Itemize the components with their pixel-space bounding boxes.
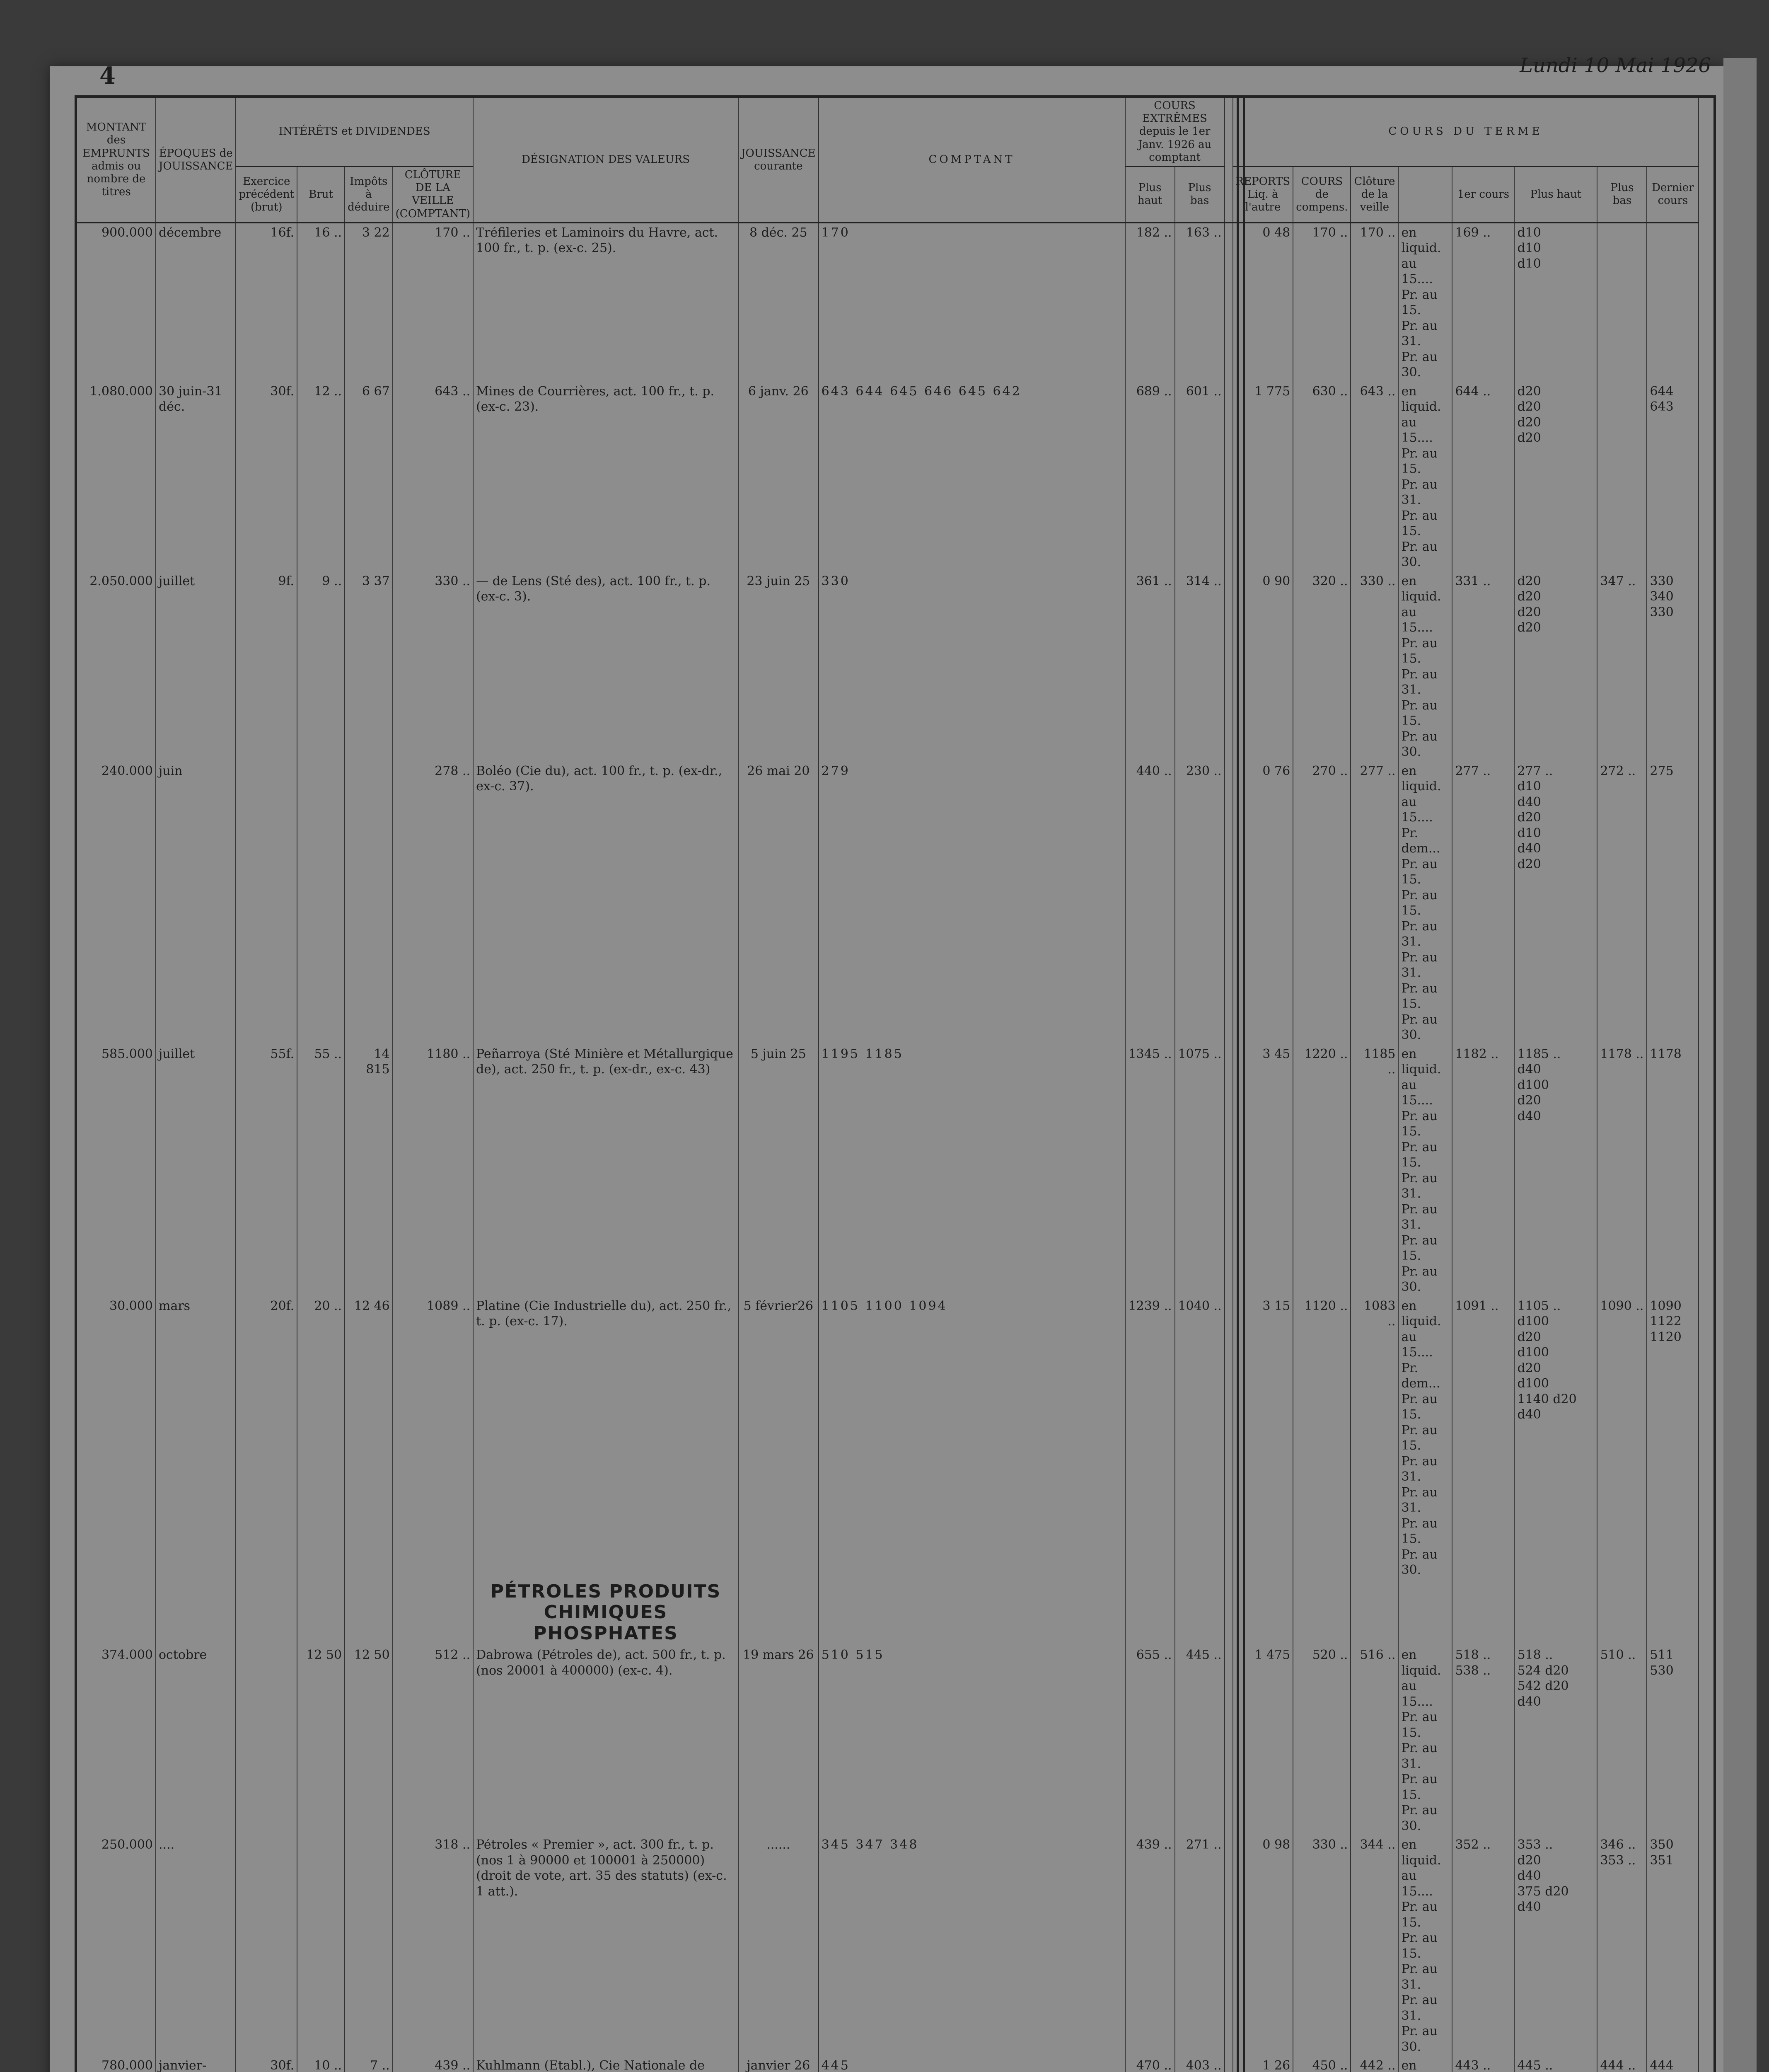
cell-bas: 403 .. (1175, 2056, 1225, 2072)
cell-exercice: 16f. (236, 223, 297, 382)
cell-t-haut: d10 d10 d10 (1514, 223, 1597, 382)
cell-t-bas (1597, 223, 1647, 382)
cell-exercice: 30f. (236, 2056, 297, 2072)
table-row (77, 572, 1699, 762)
cell-t-haut: 1105 .. d100 d20 d100 d20 d100 1140 d20 d40 (1514, 1297, 1597, 1580)
cell-empty (1293, 1580, 1351, 1646)
cell-jouissance: janvier 26 (738, 2056, 819, 2072)
col-dernier-cours: Dernier cours (1647, 166, 1699, 223)
cell-compens: 1220 .. (1293, 1045, 1351, 1297)
cell-designation: Mines de Courrières, act. 100 fr., t. p. (ex-c. 23). (473, 382, 738, 572)
cell-haut: 1345 .. (1125, 1045, 1175, 1297)
cell-t-bas (1597, 382, 1647, 572)
cell-t-bas: 510 .. (1597, 1646, 1647, 1835)
cell-terme: en liquid. au 15.... Pr. au 15. Pr. au 31. Pr. au 15. Pr. au 30. (1398, 572, 1452, 762)
dateline: Lundi 10 Mai 1926 (1520, 54, 1711, 77)
cell-premier: 644 .. (1452, 382, 1514, 572)
col-epoques: ÉPOQUES de JOUISSANCE (156, 98, 236, 223)
col-terme: COURS DU TERME (1233, 98, 1699, 166)
cell-exercice (236, 1646, 297, 1835)
cell-cloture: 1089 .. (393, 1297, 473, 1580)
cell-report: 1 475 (1233, 1646, 1293, 1835)
col-cloture-veille: Clôture de la veille (1351, 166, 1398, 223)
cell-t-haut: 518 .. 524 d20 542 d20 d40 (1514, 1646, 1597, 1835)
cell-brut (297, 762, 345, 1045)
cell-premier: 331 .. (1452, 572, 1514, 762)
cell-epoque: mars (156, 1297, 236, 1580)
cell-brut: 12 50 (297, 1646, 345, 1835)
cell-gap (1225, 762, 1233, 1045)
cell-cloture: 512 .. (393, 1646, 473, 1835)
col-t-plus-bas: Plus bas (1597, 166, 1647, 223)
cell-impots: 12 46 (345, 1297, 393, 1580)
cell-haut: 361 .. (1125, 572, 1175, 762)
cell-brut: 9 .. (297, 572, 345, 762)
cell-dernier: 644 643 (1647, 382, 1699, 572)
cell-dernier: 1090 1122 1120 (1647, 1297, 1699, 1580)
cell-compens: 1120 .. (1293, 1297, 1351, 1580)
cell-cours: 510 515 (819, 1646, 1125, 1835)
cell-designation: Tréfileries et Laminoirs du Havre, act. 100 fr., t. p. (ex-c. 25). (473, 223, 738, 382)
cell-report: 3 45 (1233, 1045, 1293, 1297)
cell-veille: 170 .. (1351, 223, 1398, 382)
cell-bas: 230 .. (1175, 762, 1225, 1045)
cell-empty (156, 1580, 236, 1646)
cell-cloture: 170 .. (393, 223, 473, 382)
cell-brut: 16 .. (297, 223, 345, 382)
col-jouissance: JOUISSANCE courante (738, 98, 819, 223)
cell-compens: 320 .. (1293, 572, 1351, 762)
cell-veille: 516 .. (1351, 1646, 1398, 1835)
cell-cloture: 318 .. (393, 1835, 473, 2056)
cell-exercice: 9f. (236, 572, 297, 762)
cell-empty (1125, 1580, 1175, 1646)
col-impots: Impôts à déduire (345, 166, 393, 223)
cell-veille: 330 .. (1351, 572, 1398, 762)
cell-empty (345, 1580, 393, 1646)
cell-report: 0 48 (1233, 223, 1293, 382)
col-cloture: CLÔTURE DE LA VEILLE (COMPTANT) (393, 166, 473, 223)
table-row (77, 1297, 1699, 1580)
col-terme-mode (1398, 166, 1452, 223)
cell-montant: 240.000 (77, 762, 156, 1045)
cell-bas: 314 .. (1175, 572, 1225, 762)
cell-impots: 3 37 (345, 572, 393, 762)
cell-t-bas: 1090 .. (1597, 1297, 1647, 1580)
cell-designation: — de Lens (Sté des), act. 100 fr., t. p. (ex-c. 3). (473, 572, 738, 762)
cell-premier: 277 .. (1452, 762, 1514, 1045)
col-designation: DÉSIGNATION DES VALEURS (473, 98, 738, 223)
cell-impots: 14 815 (345, 1045, 393, 1297)
cell-t-bas: 1178 .. (1597, 1045, 1647, 1297)
cell-veille: 643 .. (1351, 382, 1398, 572)
cell-impots: 3 22 (345, 223, 393, 382)
cell-epoque: juin (156, 762, 236, 1045)
table-row (77, 382, 1699, 572)
cell-t-haut: d20 d20 d20 d20 (1514, 572, 1597, 762)
cell-premier: 443 .. (1452, 2056, 1514, 2072)
cell-dernier (1647, 223, 1699, 382)
cell-epoque: juillet (156, 1045, 236, 1297)
cell-bas: 271 .. (1175, 1835, 1225, 2056)
col-interets-group: INTÉRÊTS et DIVIDENDES (236, 98, 473, 166)
cell-epoque: .... (156, 1835, 236, 2056)
cell-t-haut: 277 .. d10 d40 d20 d10 d40 d20 (1514, 762, 1597, 1045)
cell-designation: Boléo (Cie du), act. 100 fr., t. p. (ex-dr., ex-c. 37). (473, 762, 738, 1045)
cell-cours: 445 (819, 2056, 1125, 2072)
col-plus-haut: Plus haut (1125, 166, 1175, 223)
cell-empty (819, 1580, 1125, 1646)
cell-premier: 352 .. (1452, 1835, 1514, 2056)
table-row (77, 2056, 1699, 2072)
col-brut: Brut (297, 166, 345, 223)
cell-bas: 163 .. (1175, 223, 1225, 382)
cell-cours: 279 (819, 762, 1125, 1045)
col-cours-compens: COURS de compens. (1293, 166, 1351, 223)
cell-veille: 344 .. (1351, 1835, 1398, 2056)
cell-cloture: 643 .. (393, 382, 473, 572)
col-reports: REPORTS Liq. à l'autre (1233, 166, 1293, 223)
cell-jouissance: 6 janv. 26 (738, 382, 819, 572)
cell-dernier: 275 (1647, 762, 1699, 1045)
cell-t-bas: 444 .. (1597, 2056, 1647, 2072)
cell-exercice (236, 1835, 297, 2056)
cell-jouissance: 5 juin 25 (738, 1045, 819, 1297)
cell-epoque: juillet (156, 572, 236, 762)
cell-report: 1 26 (1233, 2056, 1293, 2072)
cell-impots (345, 762, 393, 1045)
cell-t-bas: 346 .. 353 .. (1597, 1835, 1647, 2056)
cell-empty (297, 1580, 345, 1646)
col-cours-extremes: COURS EXTRÊMES depuis le 1er Janv. 1926 au comptant (1125, 98, 1225, 166)
cell-jouissance: 23 juin 25 (738, 572, 819, 762)
cell-haut: 1239 .. (1125, 1297, 1175, 1580)
cell-brut: 10 .. (297, 2056, 345, 2072)
cell-jouissance: 26 mai 20 (738, 762, 819, 1045)
cell-montant: 585.000 (77, 1045, 156, 1297)
cell-jouissance: ...... (738, 1835, 819, 2056)
cell-montant: 1.080.000 (77, 382, 156, 572)
cell-dernier: 1178 (1647, 1045, 1699, 1297)
cell-compens: 520 .. (1293, 1646, 1351, 1835)
cell-premier: 1091 .. (1452, 1297, 1514, 1580)
cell-terme: en liquid. au 15.... Pr. au 15. Pr. au 31. Pr. au 15. Pr. au 30. (1398, 1646, 1452, 1835)
cell-dernier: 330 340 330 (1647, 572, 1699, 762)
cell-designation: Platine (Cie Industrielle du), act. 250 fr., t. p. (ex-c. 17). (473, 1297, 738, 1580)
cell-veille: 442 .. (1351, 2056, 1398, 2072)
cell-haut: 655 .. (1125, 1646, 1175, 1835)
cell-veille: 1185 .. (1351, 1045, 1398, 1297)
table-row (77, 223, 1699, 382)
cell-jouissance: 19 mars 26 (738, 1646, 819, 1835)
cell-compens: 450 .. (1293, 2056, 1351, 2072)
cell-empty (1452, 1580, 1514, 1646)
cell-bas: 1040 .. (1175, 1297, 1225, 1580)
cell-cloture: 1180 .. (393, 1045, 473, 1297)
table-row (77, 1045, 1699, 1297)
cell-gap (1225, 2056, 1233, 2072)
cell-empty (77, 1580, 156, 1646)
cell-impots: 7 .. (345, 2056, 393, 2072)
cell-t-haut: d20 d20 d20 d20 (1514, 382, 1597, 572)
cell-empty (1175, 1580, 1225, 1646)
cell-report: 0 98 (1233, 1835, 1293, 2056)
cell-haut: 470 .. (1125, 2056, 1175, 2072)
next-page-edge (1723, 58, 1757, 2072)
cell-report: 0 90 (1233, 572, 1293, 762)
cell-montant: 2.050.000 (77, 572, 156, 762)
cell-epoque: 30 juin-31 déc. (156, 382, 236, 572)
cell-impots: 12 50 (345, 1646, 393, 1835)
cell-epoque: octobre (156, 1646, 236, 1835)
cell-premier: 518 .. 538 .. (1452, 1646, 1514, 1835)
cell-exercice (236, 762, 297, 1045)
cell-cours: 345 347 348 (819, 1835, 1125, 2056)
cell-t-haut: 353 .. d20 d40 375 d20 d40 (1514, 1835, 1597, 2056)
cell-gap (1225, 382, 1233, 572)
cell-brut: 20 .. (297, 1297, 345, 1580)
col-comptant: COMPTANT (819, 98, 1125, 223)
cell-impots: 6 67 (345, 382, 393, 572)
cell-report: 0 76 (1233, 762, 1293, 1045)
cell-report: 3 15 (1233, 1297, 1293, 1580)
cell-gap (1225, 572, 1233, 762)
cell-haut: 440 .. (1125, 762, 1175, 1045)
cell-haut: 689 .. (1125, 382, 1175, 572)
cell-cours: 1105 1100 1094 (819, 1297, 1125, 1580)
col-premier-cours: 1er cours (1452, 166, 1514, 223)
col-gap (1225, 98, 1233, 223)
cell-compens: 330 .. (1293, 1835, 1351, 2056)
cell-gap (1225, 1297, 1233, 1580)
cell-empty (393, 1580, 473, 1646)
cell-jouissance: 5 février26 (738, 1297, 819, 1580)
cell-jouissance: 8 déc. 25 (738, 223, 819, 382)
cell-montant: 780.000 (77, 2056, 156, 2072)
cell-compens: 630 .. (1293, 382, 1351, 572)
cell-dernier: 444 (1647, 2056, 1699, 2072)
cell-empty (1597, 1580, 1647, 1646)
cell-montant: 900.000 (77, 223, 156, 382)
cell-designation: Peñarroya (Sté Minière et Métallurgique de), act. 250 fr., t. p. (ex-dr., ex-c. 43) (473, 1045, 738, 1297)
cell-cloture: 330 .. (393, 572, 473, 762)
table-row (77, 1646, 1699, 1835)
cell-brut: 12 .. (297, 382, 345, 572)
section-title: PÉTROLES PRODUITS CHIMIQUES PHOSPHATES (473, 1580, 738, 1646)
cell-haut: 182 .. (1125, 223, 1175, 382)
col-exercice: Exercice précédent (brut) (236, 166, 297, 223)
cell-gap (1225, 1045, 1233, 1297)
cell-terme: en liquid. au 15.... Pr. dem... Pr. au 15. Pr. au 15. Pr. au 31. Pr. au 31. Pr. au 15. Pr. au 30. (1398, 762, 1452, 1045)
cell-t-bas: 272 .. (1597, 762, 1647, 1045)
cell-empty (1233, 1580, 1293, 1646)
cell-dernier: 511 530 (1647, 1646, 1699, 1835)
col-t-plus-haut: Plus haut (1514, 166, 1597, 223)
quotation-table (77, 98, 1699, 2072)
cell-empty (1647, 1580, 1699, 1646)
cell-cours: 1195 1185 (819, 1045, 1125, 1297)
cell-cloture: 439 .. (393, 2056, 473, 2072)
cell-terme: en liquid. au 15.... Pr. dem... Pr. au 15. Pr. au 15. Pr. au 31. Pr. au 31. Pr. au 15. Pr. au 30. (1398, 1297, 1452, 1580)
table-row (77, 1835, 1699, 2056)
cell-gap (1225, 1646, 1233, 1835)
cell-compens: 170 .. (1293, 223, 1351, 382)
section-row (77, 1580, 1699, 1646)
cell-montant: 30.000 (77, 1297, 156, 1580)
cell-compens: 270 .. (1293, 762, 1351, 1045)
cell-premier: 1182 .. (1452, 1045, 1514, 1297)
cell-terme: en liquid. au 15.... Pr. au 15. Pr. au 31. Pr. au 15. Pr. au 30. (1398, 382, 1452, 572)
cell-epoque: janvier- (156, 2056, 236, 2072)
cell-gap (1225, 223, 1233, 382)
cell-designation: Kuhlmann (Etabl.), Cie Nationale de (473, 2056, 738, 2072)
cell-empty (738, 1580, 819, 1646)
cell-t-bas: 347 .. (1597, 572, 1647, 762)
cell-bas: 1075 .. (1175, 1045, 1225, 1297)
cell-exercice: 30f. (236, 382, 297, 572)
cell-veille: 1083 .. (1351, 1297, 1398, 1580)
cell-terme: en liquid. au 15.... Pr. au 15. Pr. au 31. Pr. au 30. (1398, 223, 1452, 382)
cell-t-haut: 1185 .. d40 d100 d20 d40 (1514, 1045, 1597, 1297)
cell-bas: 445 .. (1175, 1646, 1225, 1835)
cell-gap (1225, 1835, 1233, 2056)
cell-veille: 277 .. (1351, 762, 1398, 1045)
cell-brut: 55 .. (297, 1045, 345, 1297)
col-montant: MONTANT des EMPRUNTS admis ou nombre de titres (77, 98, 156, 223)
cell-dernier: 350 351 (1647, 1835, 1699, 2056)
cell-designation: Dabrowa (Pétroles de), act. 500 fr., t. p. (nos 20001 à 400000) (ex-c. 4). (473, 1646, 738, 1835)
cell-terme: en liquid. au 15.... Pr. au 15. Pr. au 15. Pr. au 31. Pr. au 31. Pr. au 15. Pr. au 30. (1398, 1045, 1452, 1297)
cell-empty (1351, 1580, 1398, 1646)
cell-exercice: 55f. (236, 1045, 297, 1297)
cell-bas: 601 .. (1175, 382, 1225, 572)
cell-premier: 169 .. (1452, 223, 1514, 382)
cell-impots (345, 1835, 393, 2056)
cell-terme: en (1398, 2056, 1452, 2072)
cell-empty (236, 1580, 297, 1646)
cell-cours: 643 644 645 646 645 642 (819, 382, 1125, 572)
cell-empty (1398, 1580, 1452, 1646)
cell-designation: Pétroles « Premier », act. 300 fr., t. p. (nos 1 à 90000 et 100001 à 250000) (droit de vote, art. 35 des statuts) (ex-c. 1 att.). (473, 1835, 738, 2056)
col-plus-bas: Plus bas (1175, 166, 1225, 223)
cell-montant: 250.000 (77, 1835, 156, 2056)
cell-terme: en liquid. au 15.... Pr. au 15. Pr. au 15. Pr. au 31. Pr. au 31. Pr. au 30. (1398, 1835, 1452, 2056)
cell-montant: 374.000 (77, 1646, 156, 1835)
cell-epoque: décembre (156, 223, 236, 382)
cell-report: 1 775 (1233, 382, 1293, 572)
cell-empty (1514, 1580, 1597, 1646)
cell-t-haut: 445 .. (1514, 2056, 1597, 2072)
cell-brut (297, 1835, 345, 2056)
cell-cours: 170 (819, 223, 1125, 382)
table-row (77, 762, 1699, 1045)
cell-exercice: 20f. (236, 1297, 297, 1580)
page-number: 4 (99, 62, 116, 90)
cell-haut: 439 .. (1125, 1835, 1175, 2056)
cell-cloture: 278 .. (393, 762, 473, 1045)
cell-empty (1225, 1580, 1233, 1646)
cell-cours: 330 (819, 572, 1125, 762)
